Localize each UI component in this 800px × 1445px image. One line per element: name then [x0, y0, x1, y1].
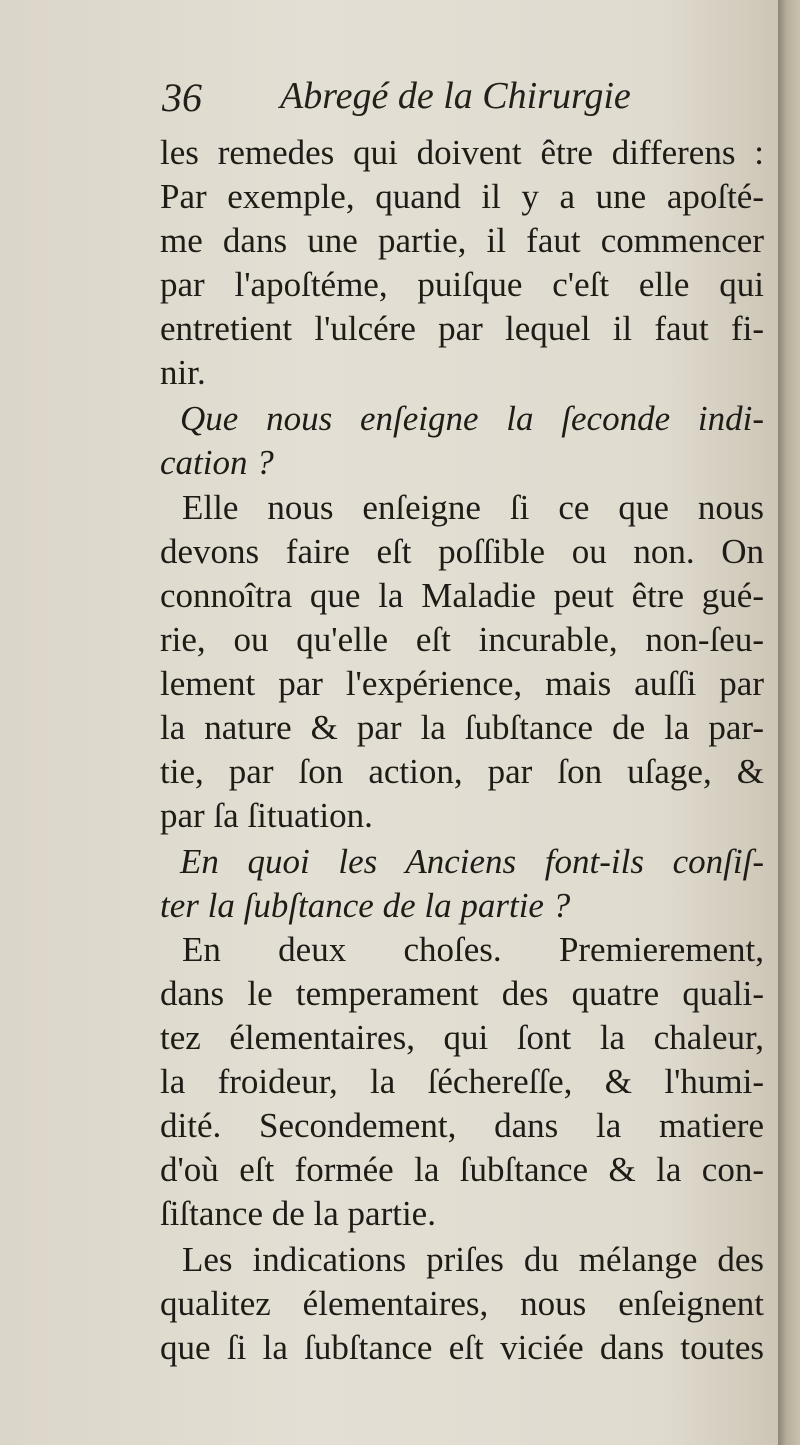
- text-line: connoîtra que la Maladie peut être gué-: [160, 576, 764, 615]
- text-line: En deux choſes. Premierement,: [182, 930, 764, 969]
- question-line: En quoi les Anciens font-ils conſiſ-: [180, 842, 764, 881]
- text-line: par l'apoſtéme, puiſque c'eſt elle qui: [160, 265, 764, 304]
- page-number: 36: [162, 75, 202, 120]
- text-line: dité. Secondement, dans la matiere: [160, 1106, 764, 1145]
- text-line: tie, par ſon action, par ſon uſage, &: [160, 752, 764, 791]
- text-line: les remedes qui doivent être differens :: [160, 133, 764, 172]
- text-line: que ſi la ſubſtance eſt viciée dans toutes: [160, 1328, 764, 1367]
- running-title: Abregé de la Chirurgie: [280, 75, 631, 117]
- text-line: d'où eſt formée la ſubſtance & la con-: [160, 1150, 764, 1189]
- text-line: entretient l'ulcére par lequel il faut fi-: [160, 309, 764, 348]
- text-line: dans le temperament des quatre quali-: [160, 974, 764, 1013]
- text-line: lement par l'expérience, mais auſſi par: [160, 664, 764, 703]
- text-line: devons faire eſt poſſible ou non. On: [160, 532, 764, 571]
- text-line: la froideur, la ſéchereſſe, & l'humi-: [160, 1062, 764, 1101]
- text-line: ſiſtance de la partie.: [160, 1194, 436, 1233]
- text-line: Elle nous enſeigne ſi ce que nous: [182, 488, 764, 527]
- page-header: [162, 74, 778, 130]
- text-line: rie, ou qu'elle eſt incurable, non-ſeu-: [160, 620, 764, 659]
- question-line: cation ?: [160, 443, 274, 482]
- text-line: Les indications priſes du mélange des: [182, 1240, 764, 1279]
- text-line: me dans une partie, il faut commencer: [160, 221, 764, 260]
- text-line: Par exemple, quand il y a une apoſté-: [160, 177, 764, 216]
- text-line: tez élementaires, qui ſont la chaleur,: [160, 1018, 764, 1057]
- question-line: Que nous enſeigne la ſeconde indi-: [180, 399, 764, 438]
- text-line: qualitez élementaires, nous enſeignent: [160, 1284, 764, 1323]
- question-line: ter la ſubſtance de la partie ?: [160, 886, 571, 925]
- page-edge: [778, 0, 800, 1445]
- text-line: par ſa ſituation.: [160, 796, 373, 835]
- text-line: la nature & par la ſubſtance de la par-: [160, 708, 764, 747]
- text-line: nir.: [160, 353, 206, 392]
